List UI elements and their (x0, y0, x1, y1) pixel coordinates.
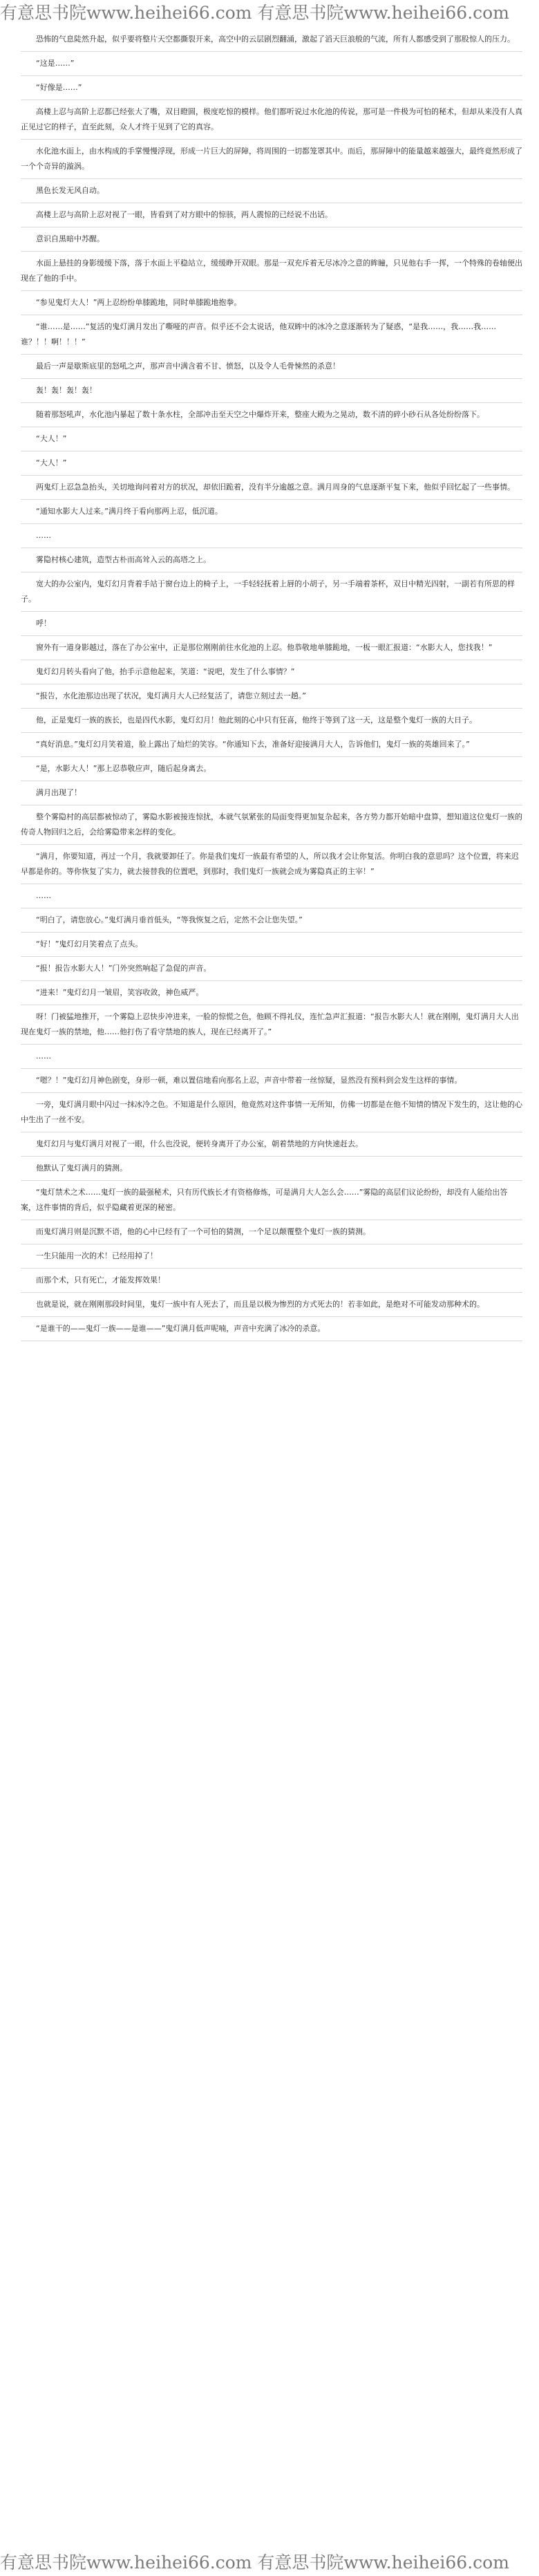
paragraph: 水化池水面上，由水构成的手掌慢慢浮现，形成一片巨大的屏障，将周围的一切都笼罩其中。而后，那屏障中的能量越来越强大，最终竟然形成了一个个奇异的漩涡。 (21, 140, 522, 179)
paragraph: 满月出现了！ (21, 781, 522, 805)
paragraph: 窗外有一道身影越过，落在了办公室中，正是那位刚刚前往水化池的上忍。他恭敬地单膝跪地，一板一眼汇报道：“水影大人，您找我！” (21, 636, 522, 660)
paragraph: 黑色长发无风自动。 (21, 179, 522, 203)
paragraph: 轰！轰！轰！轰！ (21, 379, 522, 403)
paragraph: 而鬼灯满月则是沉默不语，他的心中已经有了一个可怕的猜测，一个足以颠覆整个鬼灯一族的猜测。 (21, 1220, 522, 1244)
paragraph: 而那个术，只有死亡，才能发挥效果！ (21, 1269, 522, 1293)
paragraph: “大人！” (21, 427, 522, 451)
paragraph: “这是……” (21, 52, 522, 76)
paragraph: 水面上悬挂的身影缓缓下落，落于水面上平稳站立，缓缓睁开双眼。那是一双充斥着无尽冰冷之意的眸瞳，只见他右手一挥，一个特殊的卷轴便出现在了他的手中。 (21, 252, 522, 291)
paragraph: 随着那怒吼声，水化池内暴起了数十条水柱，全部冲击至天空之中爆炸开来，整座大殿为之晃动，数不清的碎小砂石从各处纷纷落下。 (21, 403, 522, 427)
chapter-text (0, 28, 539, 2548)
paragraph: 呼！ (21, 612, 522, 636)
watermark-top: 有意思书院www.heihei66.com 有意思书院www.heihei66.com (0, 3, 509, 23)
paragraph: 也就是说，就在刚刚那段时间里，鬼灯一族中有人死去了，而且是以极为惨烈的方式死去的！若非如此，是绝对不可能发动那种术的。 (21, 1293, 522, 1317)
paragraph: “真好消息。”鬼灯幻月笑着道，脸上露出了灿烂的笑容。“你通知下去，准备好迎接满月大人，告诉他们，鬼灯一族的英雄回来了。” (21, 733, 522, 757)
paragraph: “是，水影大人！”那上忍恭敬应声，随后起身离去。 (21, 757, 522, 781)
paragraph: 高楼上忍与高阶上忍对视了一眼，皆看到了对方眼中的惊骇，两人震惊的已经说不出话。 (21, 203, 522, 227)
paragraph: 鬼灯幻月与鬼灯满月对视了一眼，什么也没说，便转身离开了办公室，朝着禁地的方向快速赶去。 (21, 1132, 522, 1157)
paragraph: 雾隐村核心建筑，造型古朴而高耸入云的高塔之上。 (21, 548, 522, 572)
paragraph: 他，正是鬼灯一族的族长，也是四代水影，鬼灯幻月！他此刻的心中只有狂喜，他终于等到了这一天，这是整个鬼灯一族的大日子。 (21, 709, 522, 733)
paragraph: 恐怖的气息陡然升起，似乎要将整片天空都撕裂开来，高空中的云层剧烈翻涌，激起了滔天巨浪般的气流，所有人都感受到了那股惊人的压力。 (21, 28, 522, 52)
paragraph: 两鬼灯上忍急急抬头，关切地询问着对方的状况，却依旧跪着，没有半分逾越之意。满月周身的气息逐渐平复下来，他似乎回忆起了一些事情。 (21, 476, 522, 500)
paragraph: 宽大的办公室内，鬼灯幻月背着手站于窗台边上的椅子上，一手轻轻抚着上唇的小胡子，另一手端着茶杯，双目中精光四射，一副若有所思的样子。 (21, 572, 522, 612)
paragraph: “大人！” (21, 451, 522, 476)
paragraph: 他默认了鬼灯满月的猜测。 (21, 1157, 522, 1181)
paragraph: “进来！”鬼灯幻月一皱眉，笑容收敛，神色威严。 (21, 981, 522, 1005)
paragraph: “明白了，请您放心。”鬼灯满月垂首低头，“等我恢复之后，定然不会让您失望。” (21, 908, 522, 933)
paragraph: “嗯？！”鬼灯幻月神色剧变，身形一顿，难以置信地看向那名上忍，声音中带着一丝惊疑，显然没有预料到会发生这样的事情。 (21, 1069, 522, 1093)
watermark-bottom: 有意思书院www.heihei66.com 有意思书院www.heihei66.com (0, 2552, 509, 2573)
paragraph: “报！报告水影大人！”门外突然响起了急促的声音。 (21, 957, 522, 981)
paragraph: 一旁，鬼灯满月眼中闪过一抹冰冷之色。不知道是什么原因，他竟然对这件事情一无所知，仿佛一切都是在他不知情的情况下发生的，这让他的心中生出了一丝不安。 (21, 1093, 522, 1132)
paragraph: “是谁干的——鬼灯一族——是谁——”鬼灯满月低声呢喃，声音中充满了冰冷的杀意。 (21, 1317, 522, 1341)
paragraph: 高楼上忍与高阶上忍都已经张大了嘴，双目瞪圆，极度吃惊的模样。他们都听说过水化池的传说，那可是一件极为可怕的秘术，但却从来没有人真正见过它的样子，直至此刻，众人才终于见到了它的真容。 (21, 100, 522, 140)
paragraph: 最后一声是歇斯底里的怒吼之声，那声音中满含着不甘、愤怒，以及令人毛骨悚然的杀意！ (21, 355, 522, 379)
paragraph: 整个雾隐村的高层都被惊动了，雾隐水影被接连惊扰，本就气氛紧张的局面变得更加复杂起来，各方势力都开始暗中盘算，想知道这位鬼灯一族的传奇人物回归之后，会给雾隐带来怎样的变化。 (21, 805, 522, 845)
paragraph: 一生只能用一次的术！已经用掉了！ (21, 1244, 522, 1269)
paragraph: “满月，你要知道，再过一个月，我就要卸任了。你是我们鬼灯一族最有希望的人，所以我才会让你复活。你明白我的意思吗？这个位置，将来迟早都是你的。等你恢复了实力，就去接替我的位置吧，到那时，我们鬼灯一族就会成为雾隐真正的主宰！” (21, 845, 522, 884)
paragraph: “鬼灯禁术之术……鬼灯一族的最强秘术，只有历代族长才有资格修炼，可是满月大人怎么会……”雾隐的高层们议论纷纷，却没有人能给出答案，这件事情的背后，似乎隐藏着更深的秘密。 (21, 1181, 522, 1220)
paragraph: “参见鬼灯大人！”两上忍纷纷单膝跪地，同时单膝跪地抱拳。 (21, 291, 522, 315)
paragraph: “好像是……” (21, 76, 522, 100)
paragraph: “好！”鬼灯幻月笑着点了点头。 (21, 933, 522, 957)
paragraph: 鬼灯幻月转头看向了他，抬手示意他起来，笑道：“说吧，发生了什么事情？” (21, 660, 522, 684)
paragraph: …… (21, 884, 522, 908)
paragraph: “通知水影大人过来。”满月终于看向那两上忍，低沉道。 (21, 500, 522, 524)
paragraph: …… (21, 524, 522, 548)
paragraph: …… (21, 1045, 522, 1069)
paragraph: 意识自黑暗中苏醒。 (21, 227, 522, 252)
paragraph: “报告，水化池那边出现了状况，鬼灯满月大人已经复活了，请您立刻过去一趟。” (21, 684, 522, 709)
paragraph: “谁……是……”复活的鬼灯满月发出了嘶哑的声音。似乎还不会太说话，他双眸中的冰冷之意逐渐转为了疑惑，“是我……，我……我……谁？！！啊！！！” (21, 315, 522, 355)
paragraph: 呀！门被猛地推开，一个雾隐上忍快步冲进来，一脸的惊慌之色，他顾不得礼仪，连忙急声汇报道：“报告水影大人！就在刚刚，鬼灯满月大人出现在鬼灯一族的禁地，他……他打伤了看守禁地的族人，现在已经离开了。” (21, 1005, 522, 1045)
